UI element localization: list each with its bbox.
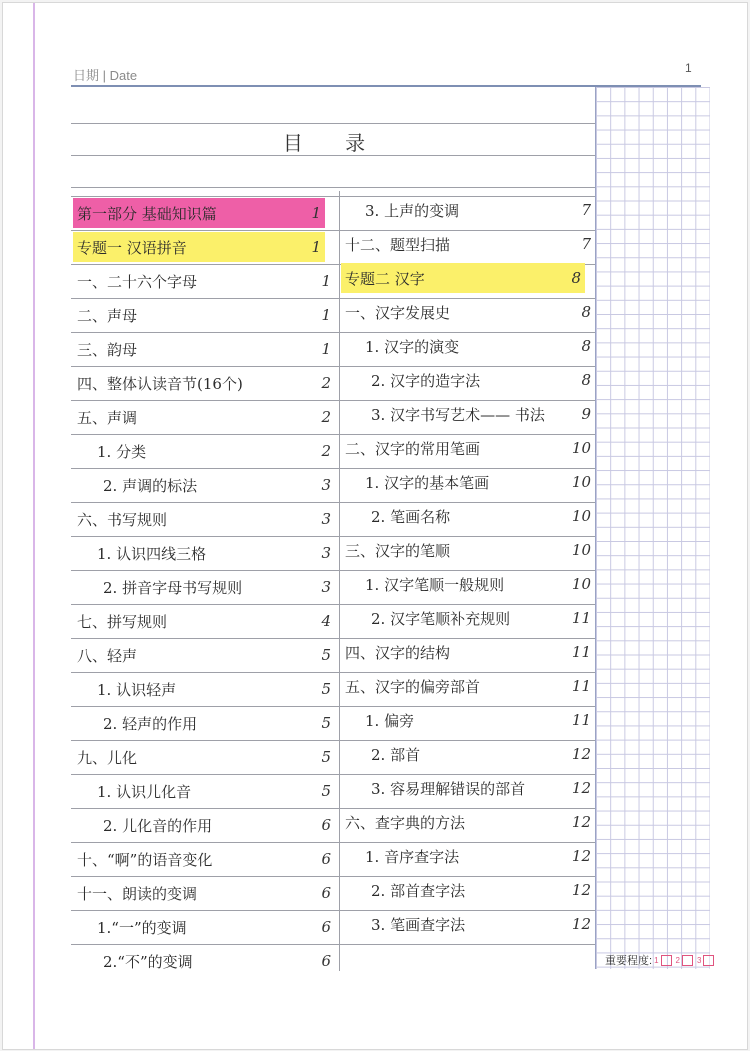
toc-entry-page: 5 (321, 748, 331, 766)
toc-entry-title: 1.“一”的变调 (97, 918, 187, 937)
toc-entry[interactable] (341, 909, 595, 939)
toc-entry-page: 2 (321, 374, 331, 392)
toc-entry-title: 二、汉字的常用笔画 (345, 439, 481, 458)
toc-entry-title: 十一、朗读的变调 (77, 884, 198, 903)
toc-entry-title: 1. 认识轻声 (97, 680, 177, 699)
toc-entry[interactable] (73, 232, 325, 262)
toc-entry[interactable] (73, 300, 335, 330)
toc-entry[interactable] (341, 399, 595, 429)
toc-entry-page: 12 (571, 915, 591, 933)
toc-entry-page: 10 (571, 575, 591, 593)
toc-entry-title: 2. 拼音字母书写规则 (103, 578, 243, 597)
importance-level-3-box[interactable] (703, 955, 714, 966)
toc-entry-page: 12 (571, 813, 591, 831)
toc-entry[interactable] (341, 433, 595, 463)
toc-entry-title: 一、二十六个字母 (77, 272, 198, 291)
toc-entry-title: 专题二 汉字 (345, 269, 425, 288)
toc-entry[interactable] (73, 946, 335, 976)
toc-entry-page: 3 (321, 578, 331, 596)
importance-level-2-box[interactable] (682, 955, 693, 966)
toc-entry-title: 1. 认识四线三格 (97, 544, 207, 563)
toc-entry-title: 2. 轻声的作用 (103, 714, 198, 733)
importance-level-3-label: 3 (696, 955, 702, 965)
importance-rating (605, 952, 716, 968)
toc-entry[interactable] (73, 878, 335, 908)
toc-entry-title: 第一部分 基础知识篇 (77, 204, 217, 223)
toc-entry[interactable] (341, 603, 595, 633)
importance-label: 重要程度: (605, 955, 653, 967)
toc-entry[interactable] (341, 671, 595, 701)
toc-entry-page: 10 (571, 473, 591, 491)
toc-entry[interactable] (341, 331, 595, 361)
toc-entry-page: 6 (321, 850, 331, 868)
toc-entry-title: 3. 汉字书写艺术—— 书法 (371, 405, 545, 424)
toc-entry[interactable] (73, 742, 335, 772)
toc-entry-title: 十二、题型扫描 (345, 235, 451, 254)
toc-entry-title: 二、声母 (77, 306, 138, 325)
toc-entry-title: 1. 音序查字法 (365, 847, 460, 866)
toc-entry-title: 六、查字典的方法 (345, 813, 466, 832)
toc-entry[interactable] (73, 708, 335, 738)
grid-margin (595, 87, 710, 969)
toc-entry-page: 5 (321, 714, 331, 732)
toc-entry-page: 6 (321, 952, 331, 970)
ruled-line (71, 187, 595, 188)
toc-entry-title: 3. 容易理解错误的部首 (371, 779, 526, 798)
toc-entry-page: 3 (321, 510, 331, 528)
toc-entry[interactable] (341, 195, 595, 225)
toc-entry-page: 7 (581, 235, 591, 253)
toc-entry-page: 10 (571, 541, 591, 559)
toc-entry[interactable] (341, 739, 595, 769)
toc-entry-page: 2 (321, 408, 331, 426)
toc-entry-page: 6 (321, 884, 331, 902)
toc-entry[interactable] (73, 266, 335, 296)
importance-level-1-box[interactable] (661, 955, 672, 966)
toc-entry-page: 11 (571, 677, 591, 695)
toc-entry[interactable] (73, 436, 335, 466)
toc-entry[interactable] (341, 365, 595, 395)
toc-entry[interactable] (73, 640, 335, 670)
toc-entry-title: 2.“不”的变调 (103, 952, 193, 971)
toc-entry-page: 12 (571, 881, 591, 899)
toc-entry[interactable] (73, 606, 335, 636)
toc-entry-title: 2. 部首查字法 (371, 881, 466, 900)
toc-entry-title: 1. 汉字笔顺一般规则 (365, 575, 505, 594)
toc-entry-page: 12 (571, 779, 591, 797)
toc-entry-page: 12 (571, 847, 591, 865)
toc-entry[interactable] (73, 572, 335, 602)
notebook-page (2, 2, 748, 1050)
toc-entry-page: 2 (321, 442, 331, 460)
toc-entry[interactable] (73, 538, 335, 568)
toc-entry-page: 1 (321, 272, 331, 290)
toc-entry-title: 九、儿化 (77, 748, 138, 767)
toc-entry-title: 五、声调 (77, 408, 138, 427)
toc-entry[interactable] (73, 368, 335, 398)
toc-entry-title: 1. 偏旁 (365, 711, 415, 730)
toc-entry-title: 1. 汉字的演变 (365, 337, 460, 356)
toc-entry-title: 2. 汉字的造字法 (371, 371, 481, 390)
toc-entry[interactable] (341, 229, 595, 259)
toc-entry[interactable] (341, 263, 585, 293)
column-divider (339, 191, 340, 971)
toc-entry[interactable] (341, 807, 595, 837)
toc-entry-title: 专题一 汉语拼音 (77, 238, 187, 257)
toc-entry-title: 2. 儿化音的作用 (103, 816, 213, 835)
toc-entry-title: 3. 上声的变调 (365, 201, 460, 220)
toc-entry-page: 10 (571, 439, 591, 457)
toc-entry-page: 1 (311, 238, 321, 256)
toc-entry-page: 3 (321, 544, 331, 562)
toc-entry-title: 四、汉字的结构 (345, 643, 451, 662)
toc-entry[interactable] (341, 501, 595, 531)
toc-entry[interactable] (341, 841, 595, 871)
toc-entry-title: 三、韵母 (77, 340, 138, 359)
toc-entry-page: 1 (311, 204, 321, 222)
toc-entry-title: 五、汉字的偏旁部首 (345, 677, 481, 696)
toc-entry[interactable] (73, 810, 335, 840)
toc-entry-page: 8 (571, 269, 581, 287)
toc-entry-page: 5 (321, 680, 331, 698)
toc-entry-title: 1. 汉字的基本笔画 (365, 473, 490, 492)
toc-entry[interactable] (73, 470, 335, 500)
toc-entry[interactable] (341, 535, 595, 565)
toc-entry[interactable] (341, 569, 595, 599)
toc-entry[interactable] (73, 504, 335, 534)
toc-entry-page: 10 (571, 507, 591, 525)
toc-entry-page: 4 (321, 612, 331, 630)
toc-entry-page: 11 (571, 609, 591, 627)
toc-entry-title: 三、汉字的笔顺 (345, 541, 451, 560)
toc-entry-title: 七、拼写规则 (77, 612, 168, 631)
toc-entry-page: 5 (321, 646, 331, 664)
date-label: 日期 | Date (73, 68, 138, 83)
toc-entry[interactable] (73, 674, 335, 704)
importance-level-2-label: 2 (675, 955, 680, 965)
toc-entry-page: 12 (571, 745, 591, 763)
toc-entry-page: 11 (571, 643, 591, 661)
toc-entry[interactable] (73, 776, 335, 806)
toc-entry-page: 6 (321, 918, 331, 936)
toc-entry-page: 5 (321, 782, 331, 800)
toc-entry-title: 3. 笔画查字法 (371, 915, 466, 934)
toc-entry[interactable] (73, 912, 335, 942)
page-title: 目 录 (282, 131, 384, 155)
toc-entry[interactable] (341, 297, 595, 327)
margin-line (33, 3, 35, 1049)
toc-entry[interactable] (73, 198, 325, 228)
ruled-line (71, 123, 595, 124)
toc-entry-page: 8 (581, 303, 591, 321)
toc-entry-page: 8 (581, 371, 591, 389)
toc-entry[interactable] (73, 844, 335, 874)
toc-entry-page: 6 (321, 816, 331, 834)
toc-entry-page: 7 (581, 201, 591, 219)
toc-entry-title: 1. 认识儿化音 (97, 782, 192, 801)
toc-entry-title: 1. 分类 (97, 442, 147, 461)
toc-entry-title: 2. 汉字笔顺补充规则 (371, 609, 511, 628)
toc-entry-title: 2. 声调的标法 (103, 476, 198, 495)
toc-entry[interactable] (341, 875, 595, 905)
toc-entry-title: 六、书写规则 (77, 510, 168, 529)
toc-entry-title: 2. 部首 (371, 745, 421, 764)
importance-level-1-label: 1 (654, 955, 659, 965)
toc-entry-title: 四、整体认读音节(16个) (77, 374, 243, 393)
toc-entry-page: 3 (321, 476, 331, 494)
toc-entry-page: 1 (321, 306, 331, 324)
toc-entry-page: 11 (571, 711, 591, 729)
toc-entry[interactable] (341, 773, 595, 803)
toc-entry[interactable] (341, 705, 595, 735)
toc-entry-page: 8 (581, 337, 591, 355)
toc-entry-title: 一、汉字发展史 (345, 303, 451, 322)
toc-entry[interactable] (341, 467, 595, 497)
ruled-line (71, 944, 595, 945)
toc-entry-title: 八、轻声 (77, 646, 138, 665)
toc-entry[interactable] (73, 334, 335, 364)
toc-entry-page: 1 (321, 340, 331, 358)
toc-entry[interactable] (73, 402, 335, 432)
toc-entry[interactable] (341, 637, 595, 667)
toc-entry-title: 十、“啊”的语音变化 (77, 850, 213, 869)
page-number: 1 (685, 61, 692, 75)
toc-entry-page: 9 (581, 405, 591, 423)
toc-entry-title: 2. 笔画名称 (371, 507, 451, 526)
